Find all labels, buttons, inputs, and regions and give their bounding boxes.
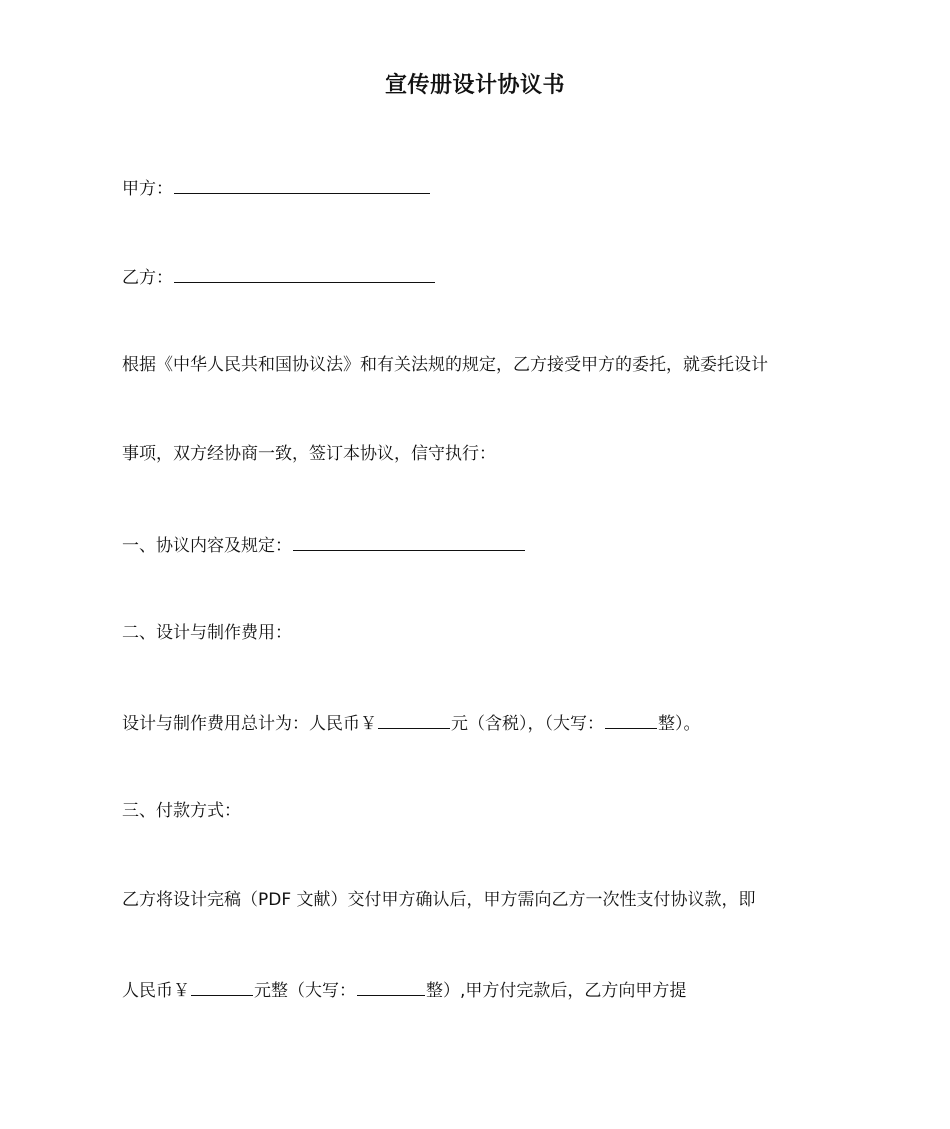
section-1-blank: [293, 532, 525, 551]
party-b-blank: [174, 264, 435, 283]
payment-line-2: [122, 977, 686, 1003]
fee-prefix: 设计与制作费用总计为：人民币￥: [122, 714, 377, 734]
section-3-heading: 三、付款方式：: [122, 801, 241, 821]
fee-capital-blank: [605, 710, 657, 729]
party-a-line: [122, 175, 431, 201]
section-2-heading: 二、设计与制作费用：: [122, 623, 292, 643]
party-a-blank: [174, 175, 430, 194]
fee-mid: 元（含税），（大写：: [451, 714, 604, 734]
intro-line-1: 根据《中华人民共和国协议法》和有关法规的规定，乙方接受甲方的委托，就委托设计: [122, 355, 768, 375]
fee-suffix: 整）。: [658, 714, 701, 734]
payment-prefix: 人民币￥: [122, 981, 190, 1001]
party-b-line: [122, 264, 436, 290]
payment-mid: 元整（大写：: [254, 981, 356, 1001]
payment-suffix: 整）,甲方付完款后，乙方向甲方提: [426, 981, 687, 1001]
payment-capital-blank: [357, 977, 425, 996]
fee-amount-blank: [378, 710, 450, 729]
document-title: 宣传册设计协议书: [384, 73, 565, 98]
payment-amount-blank: [191, 977, 253, 996]
section-1-line: [122, 532, 526, 558]
section-1-label: 一、协议内容及规定：: [122, 536, 292, 556]
party-a-label: 甲方：: [122, 179, 173, 199]
party-b-label: 乙方：: [122, 268, 173, 288]
fee-line: [122, 710, 701, 736]
payment-line-1: 乙方将设计完稿（PDF 文献）交付甲方确认后，甲方需向乙方一次性支付协议款，即: [122, 890, 756, 910]
intro-line-2: 事项，双方经协商一致，签订本协议，信守执行：: [122, 444, 496, 464]
